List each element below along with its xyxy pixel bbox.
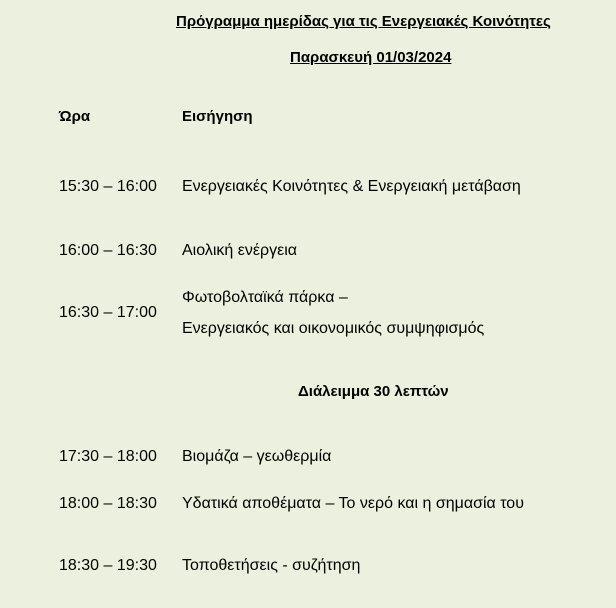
break-label: Διάλειμμα 30 λεπτών (298, 383, 449, 400)
schedule-time: 15:30 – 16:00 (59, 178, 157, 195)
schedule-topic: Υδατικά αποθέματα – Το νερό και η σημασία του (182, 495, 524, 512)
schedule-topic: Αιολική ενέργεια (182, 242, 298, 259)
schedule-time: 18:30 – 19:30 (59, 557, 157, 574)
event-date: Παρασκευή 01/03/2024 (290, 49, 452, 66)
schedule-topic: Βιομάζα – γεωθερμία (182, 448, 332, 465)
page-title: Πρόγραμμα ημερίδας για τις Ενεργειακές Κοινότητες (176, 13, 551, 30)
column-header-talk: Εισήγηση (182, 108, 253, 125)
schedule-topic (182, 289, 484, 338)
schedule-time: 16:30 – 17:00 (59, 304, 157, 321)
schedule-time: 17:30 – 18:00 (59, 448, 157, 465)
column-header-time: Ώρα (59, 108, 91, 125)
schedule-time: 18:00 – 18:30 (59, 495, 157, 512)
schedule-topic: Ενεργειακές Κοινότητες & Ενεργειακή μετάβαση (182, 178, 521, 195)
schedule-topic: Τοποθετήσεις - συζήτηση (182, 557, 361, 574)
schedule-time: 16:00 – 16:30 (59, 242, 157, 259)
schedule-topic-line1: Φωτοβολταϊκά πάρκα – (182, 289, 348, 306)
schedule-topic-line2: Ενεργειακός και οικονομικός συμψηφισμός (182, 320, 485, 337)
